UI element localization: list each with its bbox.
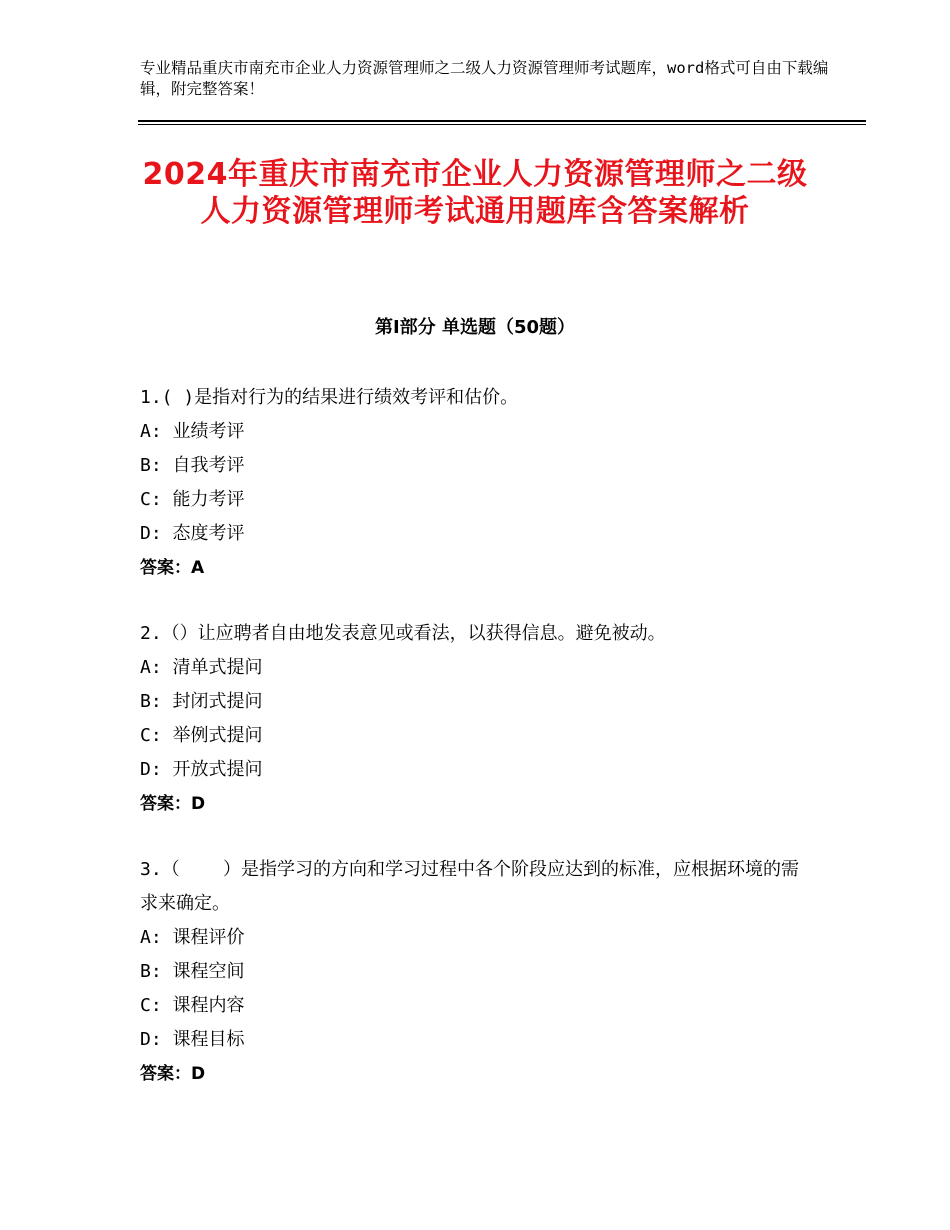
answer: 答案：D xyxy=(140,1064,206,1084)
question-1 xyxy=(140,381,800,585)
option-d: D: 课程目标 xyxy=(140,1029,245,1050)
question-stem: 2.（）让应聘者自由地发表意见或看法，以获得信息。避免被动。 xyxy=(140,623,666,644)
option-c: C: 能力考评 xyxy=(140,489,245,510)
answer: 答案：A xyxy=(140,558,205,578)
option-a: A: 课程评价 xyxy=(140,927,245,948)
section-heading: 第Ⅰ部分 单选题（50题） xyxy=(374,317,575,338)
header-divider-thin xyxy=(138,124,866,125)
option-c: C: 课程内容 xyxy=(140,995,245,1016)
question-3 xyxy=(140,853,800,1091)
header-divider-thick xyxy=(138,120,866,122)
question-list xyxy=(140,381,800,1123)
question-2 xyxy=(140,617,800,821)
option-a: A: 业绩考评 xyxy=(140,421,245,442)
option-b: B: 自我考评 xyxy=(140,455,245,476)
option-b: B: 封闭式提问 xyxy=(140,691,263,712)
answer: 答案：D xyxy=(140,794,206,814)
option-b: B: 课程空间 xyxy=(140,961,245,982)
document-title: 2024年重庆市南充市企业人力资源管理师之二级人力资源管理师考试通用题库含答案解析 xyxy=(142,157,808,229)
option-a: A: 清单式提问 xyxy=(140,657,263,678)
option-d: D: 开放式提问 xyxy=(140,759,263,780)
option-c: C: 举例式提问 xyxy=(140,725,263,746)
question-stem: 1.( )是指对行为的结果进行绩效考评和估价。 xyxy=(140,387,519,408)
header-note: 专业精品重庆市南充市企业人力资源管理师之二级人力资源管理师考试题库，word格式可自由下载编辑，附完整答案！ xyxy=(140,59,829,98)
option-d: D: 态度考评 xyxy=(140,523,245,544)
question-stem: 3.（ ）是指学习的方向和学习过程中各个阶段应达到的标准，应根据环境的需求来确定。 xyxy=(140,859,800,914)
